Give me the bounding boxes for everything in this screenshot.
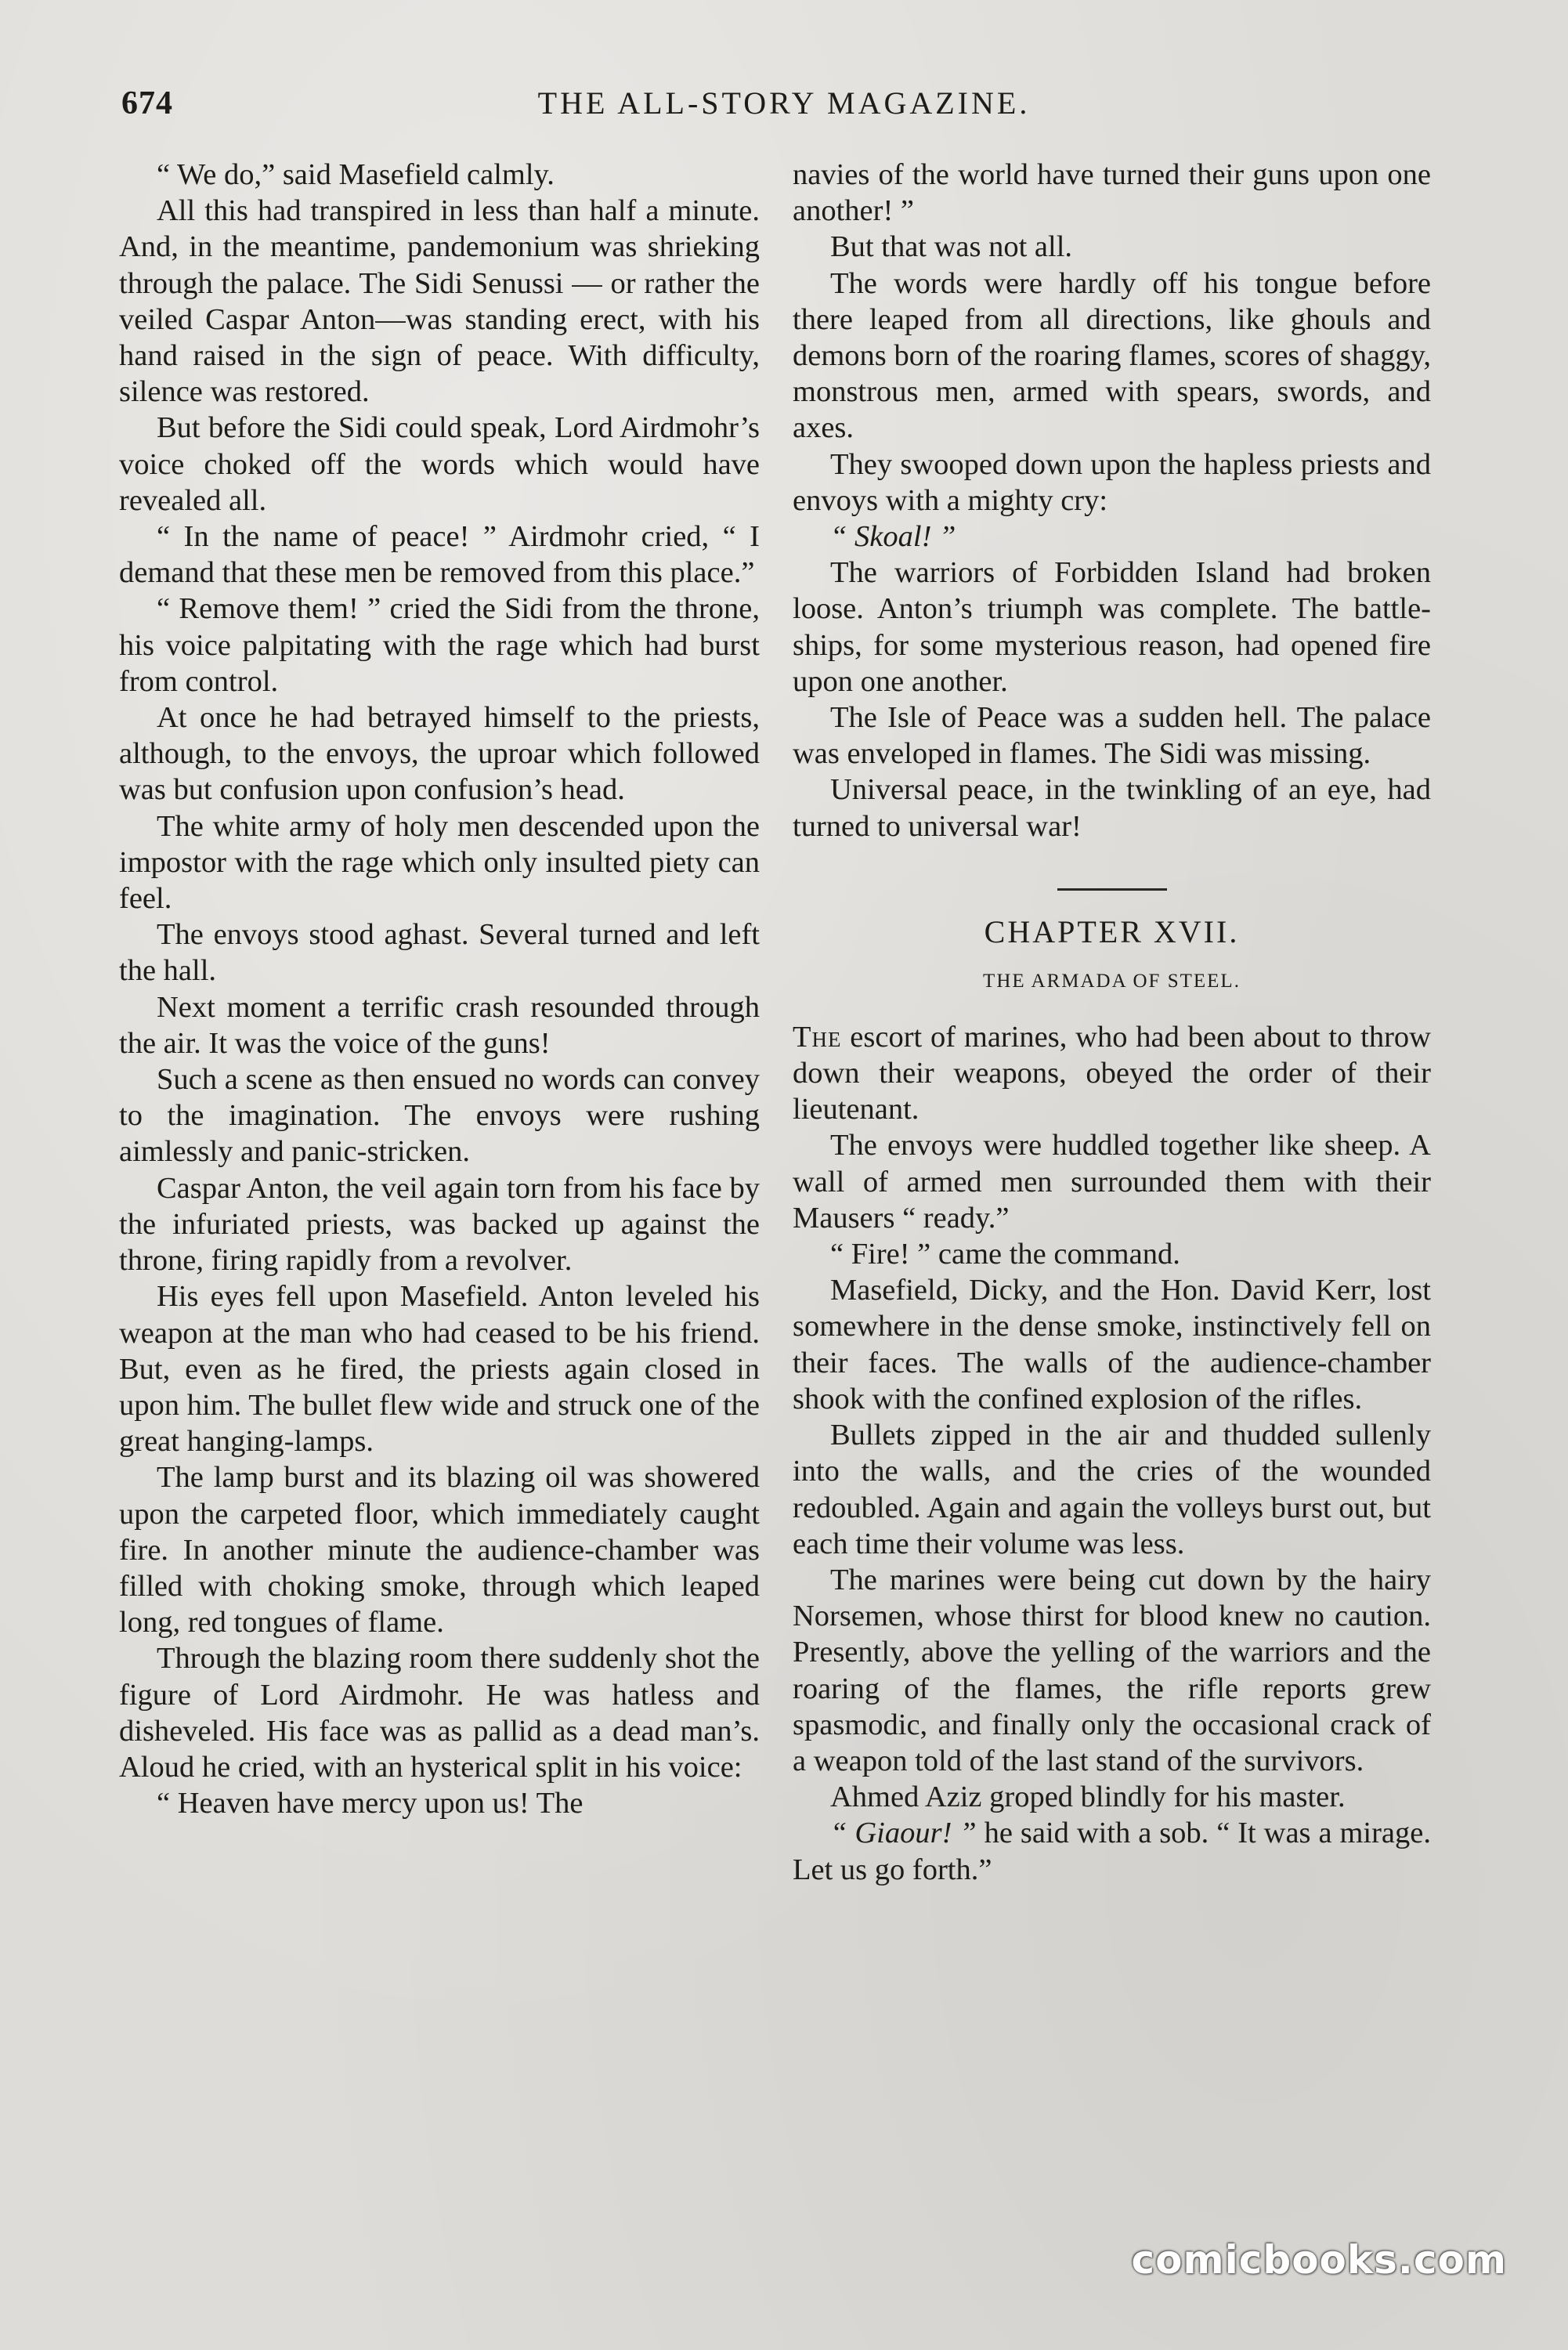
paragraph: The words were hardly off his tongue before there leaped from all directions, like ghouls and demons born of the roaring flames, scores of shaggy, monstrous men, armed with spears, swords, and axes. <box>793 266 1431 445</box>
paragraph: The envoys were huddled together like sheep. A wall of armed men surrounded them with their Mausers “ ready.” <box>793 1129 1431 1235</box>
chapter-title: CHAPTER XVII. <box>984 913 1240 949</box>
paragraph: “ Fire! ” came the command. <box>830 1238 1180 1271</box>
final-text: he said with a sob. “ It was a mirage. Let us go forth.” <box>793 1817 1431 1886</box>
watermark-logo: comicbooks.com <box>1131 2237 1507 2283</box>
paragraph: The Isle of Peace was a sudden hell. The palace was enveloped in flames. The Sidi was missing. <box>793 701 1431 771</box>
paragraph: The lamp burst and its blazing oil was showered upon the carpeted floor, which immediately caught fire. In another minute the audience-chamber was filled with choking smoke, through which leaped long, red tongues of flame. <box>119 1461 760 1640</box>
paragraph: Bullets zipped in the air and thudded sullenly into the walls, and the cries of the wounded redoubled. Again and again the volleys burst out, but each time their volume was less. <box>793 1419 1431 1560</box>
paragraph-continued: navies of the world have turned their guns upon one another! ” <box>793 158 1431 228</box>
paragraph: “ In the name of peace! ” Airdmohr cried, “ I demand that these men be removed from this place.” <box>119 520 760 590</box>
paragraph: Caspar Anton, the veil again torn from his face by the infuriated priests, was backed up against the throne, firing rapidly from a revolver. <box>119 1171 760 1278</box>
page-header <box>121 85 1447 132</box>
right-column <box>793 157 1431 1888</box>
left-column <box>119 157 760 1821</box>
paragraph: Ahmed Aziz groped blindly for his master. <box>830 1781 1346 1814</box>
paragraph: “ Heaven have mercy upon us! The <box>157 1787 583 1820</box>
paragraph: Through the blazing room there suddenly shot the figure of Lord Airdmohr. He was hatless and disheveled. His face was as pallid as a dead man’s. Aloud he cried, with an hysterical split in his voice: <box>119 1642 760 1784</box>
paragraph: At once he had betrayed himself to the priests, although, to the envoys, the uproar which followed was but confusion upon confusion’s head. <box>119 701 760 807</box>
paragraph: Such a scene as then ensued no words can convey to the imagination. The envoys were rushing aimlessly and panic-stricken. <box>119 1063 760 1169</box>
paragraph: Next moment a terrific crash resounded through the air. It was the voice of the guns! <box>119 990 760 1060</box>
page-number: 674 <box>121 85 173 121</box>
paragraph: All this had transpired in less than half a minute. And, in the meantime, pandemonium was shrieking through the palace. The Sidi Senussi — or rather the veiled Caspar Anton—was standing erect, with his hand raised in the sign of peace. With difficulty, silence was restored. <box>119 194 760 409</box>
paragraph: Universal peace, in the twinkling of an eye, had turned to universal war! <box>793 773 1431 843</box>
opening-word: The <box>793 1020 842 1054</box>
section-divider <box>1057 888 1167 891</box>
paragraph-cry <box>793 519 1431 555</box>
paragraph: His eyes fell upon Masefield. Anton leveled his weapon at the man who had ceased to be his friend. But, even as he fired, the priests again closed in upon him. The bullet flew wide and struck one of the great hanging-lamps. <box>119 1280 760 1459</box>
paragraph: The marines were being cut down by the hairy Norsemen, whose thirst for blood knew no caution. Presently, above the yelling of the warriors and the roaring of the flames, the rifle reports grew spasmodic, and finally only the occasional crack of a weapon told of the last stand of the survivors. <box>793 1563 1431 1777</box>
paragraph: But that was not all. <box>830 230 1073 264</box>
paragraph-final <box>793 1815 1431 1887</box>
paragraph: “ We do,” said Masefield calmly. <box>157 158 555 191</box>
opening-text: escort of marines, who had been about to throw down their weapons, obeyed the order of their lieutenant. <box>793 1020 1431 1126</box>
paragraph: The white army of holy men descended upon the impostor with the rage which only insulted piety can feel. <box>119 809 760 916</box>
chapter-opening-paragraph <box>793 1019 1431 1128</box>
paragraph: But before the Sidi could speak, Lord Airdmohr’s voice choked off the words which would have revealed all. <box>119 411 760 517</box>
chapter-subtitle: THE ARMADA OF STEEL. <box>983 970 1241 992</box>
paragraph: “ Remove them! ” cried the Sidi from the throne, his voice palpitating with the rage which had burst from control. <box>119 592 760 698</box>
paragraph: The warriors of Forbidden Island had broken loose. Anton’s triumph was complete. The battle-ships, for some mysterious reason, had opened fire upon one another. <box>793 556 1431 698</box>
paragraph: Masefield, Dicky, and the Hon. David Kerr, lost somewhere in the dense smoke, instinctively fell on their faces. The walls of the audience-chamber shook with the confined explosion of the rifles. <box>793 1274 1431 1415</box>
paragraph: The envoys stood aghast. Several turned and left the hall. <box>119 918 760 988</box>
cry-text: “ Skoal! ” <box>830 520 956 554</box>
running-title: THE ALL-STORY MAGAZINE. <box>537 85 1031 121</box>
paragraph: They swooped down upon the hapless priests and envoys with a mighty cry: <box>793 447 1431 517</box>
exclamation-text: “ Giaour! ” <box>830 1817 977 1850</box>
